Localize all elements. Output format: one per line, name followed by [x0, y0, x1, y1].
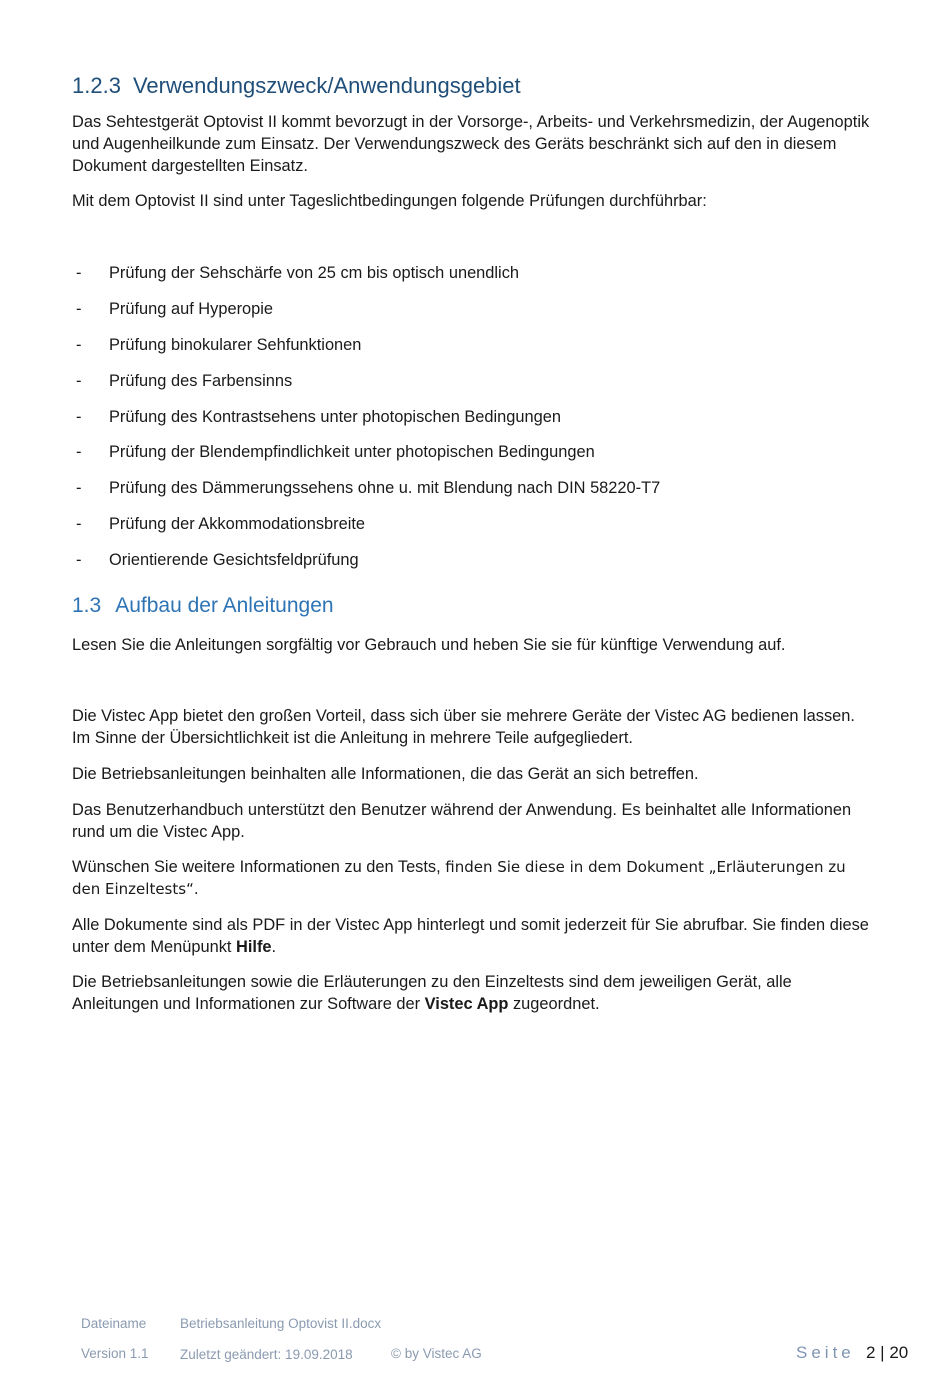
list-item-text: Prüfung auf Hyperopie: [109, 300, 274, 318]
paragraph-more-info: [72, 856, 872, 900]
intro-paragraph: Das Sehtestgerät Optovist II kommt bevorzugt in der Vorsorge-, Arbeits- und Verkehrsmedizin, der Augenoptik und Augenheilkunde zum Einsatz. Der Verwendungszweck des Geräts beschränkt sich auf den in diesem Dokument dargestellten Einsatz.: [72, 113, 870, 175]
bullet-dash: -: [76, 300, 82, 318]
section-number: 1.3: [72, 594, 102, 617]
section-title: Verwendungszweck/Anwendungsgebiet: [132, 73, 521, 98]
section-heading-1-3: [72, 594, 334, 618]
list-item-text: Prüfung der Sehschärfe von 25 cm bis optisch unendlich: [109, 264, 520, 282]
paragraph-operating-manuals: Die Betriebsanleitungen beinhalten alle Informationen, die das Gerät an sich betreffen.: [72, 765, 699, 783]
paragraph-pdf-end: .: [271, 938, 277, 956]
section-title: Aufbau der Anleitungen: [115, 594, 334, 617]
bullet-dash: -: [76, 515, 82, 533]
footer-copyright: © by Vistec AG: [391, 1346, 482, 1361]
bullet-dash: -: [76, 443, 82, 461]
paragraph-pdf-text: Alle Dokumente sind als PDF in der Vistec App hinterlegt und somit jederzeit für Sie abrufbar. Sie finden diese unter dem Menüpunkt: [72, 916, 869, 956]
footer-last-changed: Zuletzt geändert: 19.09.2018: [180, 1347, 353, 1362]
footer-version: Version 1.1: [81, 1346, 149, 1361]
list-item-text: Prüfung des Dämmerungssehens ohne u. mit Blendung nach DIN 58220-T7: [109, 479, 661, 497]
tests-intro: Mit dem Optovist II sind unter Tageslichtbedingungen folgende Prüfungen durchführbar:: [72, 192, 707, 210]
list-item-text: Prüfung der Akkommodationsbreite: [109, 515, 366, 533]
footer-page-label: Seite: [796, 1343, 855, 1362]
footer-page-number: 2 | 20: [866, 1343, 909, 1362]
list-item-text: Prüfung der Blendempfindlichkeit unter photopischen Bedingungen: [109, 443, 595, 461]
footer-filename-value: Betriebsanleitung Optovist II.docx: [180, 1316, 382, 1331]
bullet-dash: -: [76, 264, 82, 282]
paragraph-read-instructions: Lesen Sie die Anleitungen sorgfältig vor Gebrauch und heben Sie sie für künftige Verwendung auf.: [72, 636, 786, 654]
list-item-text: Prüfung des Kontrastsehens unter photopischen Bedingungen: [109, 408, 561, 426]
vistec-app-bold-text: Vistec App: [424, 995, 509, 1013]
menu-item-hilfe-text: Hilfe: [236, 938, 272, 956]
bullet-dash: -: [76, 408, 82, 426]
footer-filename-label: Dateiname: [81, 1316, 147, 1331]
paragraph-more-info-part2: finden Sie diese in dem Dokument „Erläuterungen zu den Einzeltests“.: [72, 858, 846, 898]
bullet-dash: -: [76, 479, 82, 497]
paragraph-assignment-text: Die Betriebsanleitungen sowie die Erläuterungen zu den Einzeltests sind dem jeweiligen Gerät, alle Anleitungen und Informationen zur Software der: [72, 973, 792, 1013]
section-number: 1.2.3: [72, 73, 121, 98]
list-item-text: Prüfung des Farbensinns: [109, 372, 293, 390]
paragraph-more-info-part1: Wünschen Sie weitere Informationen zu den Tests,: [72, 858, 446, 876]
paragraph-pdf-documents: [72, 914, 872, 958]
paragraph-assignment-end: zugeordnet.: [508, 995, 600, 1013]
bullet-dash: -: [76, 372, 82, 390]
paragraph-vistec-app: Die Vistec App bietet den großen Vorteil, dass sich über sie mehrere Geräte der Vistec AG bedienen lassen. Im Sinne der Übersichtlichkeit ist die Anleitung in mehrere Teile aufgegliedert.: [72, 707, 855, 747]
bullet-dash: -: [76, 336, 82, 354]
paragraph-assignment: [72, 971, 872, 1015]
section-heading-1-2-3: [72, 73, 521, 99]
list-item-text: Prüfung binokularer Sehfunktionen: [109, 336, 362, 354]
bullet-dash: -: [76, 551, 82, 569]
list-item-text: Orientierende Gesichtsfeldprüfung: [109, 551, 359, 569]
paragraph-user-handbook: Das Benutzerhandbuch unterstützt den Benutzer während der Anwendung. Es beinhaltet alle Informationen rund um die Vistec App.: [72, 801, 852, 841]
